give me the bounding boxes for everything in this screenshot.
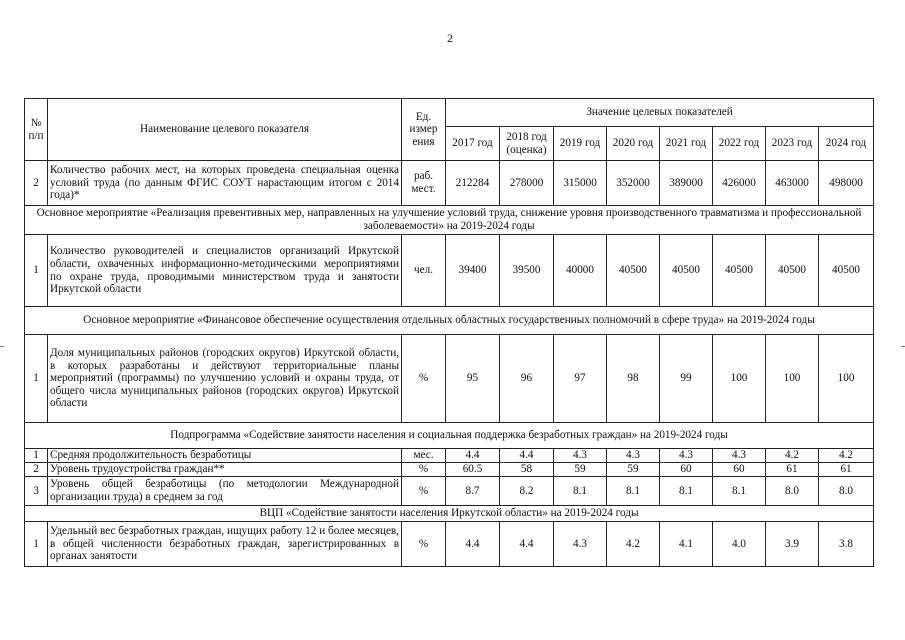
- header-year: 2021 год: [660, 127, 713, 161]
- row-value: 4.3: [607, 449, 660, 463]
- header-year: 2024 год: [819, 127, 874, 161]
- scan-edge-mark: [0, 346, 4, 347]
- row-value: 97: [554, 335, 607, 423]
- row-value: 3.9: [766, 522, 819, 567]
- row-value: 60: [660, 463, 713, 477]
- header-year: 2018 год (оценка): [500, 127, 554, 161]
- row-value: 278000: [500, 161, 554, 206]
- row-value: 8.0: [819, 477, 874, 506]
- row-value: 4.3: [660, 449, 713, 463]
- row-value: 40000: [554, 235, 607, 307]
- header-unit: Ед. измер ения: [402, 99, 446, 161]
- row-value: 59: [607, 463, 660, 477]
- table-row: [25, 463, 874, 477]
- row-no: 2: [25, 161, 48, 206]
- row-value: 8.1: [607, 477, 660, 506]
- row-value: 8.2: [500, 477, 554, 506]
- row-value: 352000: [607, 161, 660, 206]
- row-name: Удельный вес безработных граждан, ищущих работу 12 и более месяцев, в общей численности безработных граждан, зарегистрированных в органах занятости: [48, 522, 402, 567]
- header-year: 2022 год: [713, 127, 766, 161]
- row-unit: %: [402, 463, 446, 477]
- table-row: [25, 161, 874, 206]
- header-year: 2017 год: [446, 127, 500, 161]
- row-value: 4.4: [446, 449, 500, 463]
- row-no: 1: [25, 335, 48, 423]
- row-unit: чел.: [402, 235, 446, 307]
- table-header-row: [25, 99, 874, 127]
- row-value: 39500: [500, 235, 554, 307]
- row-no: 1: [25, 449, 48, 463]
- header-name: Наименование целевого показателя: [48, 99, 402, 161]
- row-value: 40500: [819, 235, 874, 307]
- section-title: Основное мероприятие «Финансовое обеспечение осуществления отдельных областных государственных полномочий в сфере труда» на 2019-2024 годы: [25, 307, 874, 335]
- row-name: Доля муниципальных районов (городских округов) Иркутской области, в которых разработаны и действуют территориальные планы мероприятий (программы) по улучшению условий и охраны труда, от общего числа муниципальных районов (городских округов) Иркутской области: [48, 335, 402, 423]
- row-name: Средняя продолжительность безработицы: [48, 449, 402, 463]
- row-value: 4.4: [446, 522, 500, 567]
- row-unit: %: [402, 477, 446, 506]
- row-value: 40500: [713, 235, 766, 307]
- row-value: 40500: [607, 235, 660, 307]
- row-value: 4.4: [500, 522, 554, 567]
- row-value: 39400: [446, 235, 500, 307]
- row-value: 100: [713, 335, 766, 423]
- row-name: Количество руководителей и специалистов организаций Иркутской области, охваченных информационно-методическими мероприятиями по охране труда, проводимыми министерством труда и занятости Иркутской области: [48, 235, 402, 307]
- row-value: 8.7: [446, 477, 500, 506]
- section-title: Основное мероприятие «Реализация превентивных мер, направленных на улучшение условий труда, снижение уровня производственного травматизма и профессиональной заболеваемости» на 2019-2024 годы: [25, 206, 874, 235]
- row-name: Уровень общей безработицы (по методологии Международной организации труда) в среднем за год: [48, 477, 402, 506]
- row-value: 4.4: [500, 449, 554, 463]
- section-row: [25, 206, 874, 235]
- row-value: 59: [554, 463, 607, 477]
- row-value: 60.5: [446, 463, 500, 477]
- row-value: 60: [713, 463, 766, 477]
- row-value: 61: [766, 463, 819, 477]
- header-values-title: Значение целевых показателей: [446, 99, 874, 127]
- row-value: 4.2: [607, 522, 660, 567]
- row-value: 4.3: [554, 522, 607, 567]
- row-no: 2: [25, 463, 48, 477]
- row-value: 4.1: [660, 522, 713, 567]
- row-value: 4.3: [554, 449, 607, 463]
- row-value: 8.1: [660, 477, 713, 506]
- table-row: [25, 235, 874, 307]
- page-number: 2: [447, 31, 453, 45]
- table-row: [25, 522, 874, 567]
- row-unit: %: [402, 335, 446, 423]
- section-row: [25, 307, 874, 335]
- row-value: 3.8: [819, 522, 874, 567]
- table-row: [25, 477, 874, 506]
- row-value: 40500: [766, 235, 819, 307]
- row-value: 100: [819, 335, 874, 423]
- row-value: 8.1: [554, 477, 607, 506]
- row-value: 389000: [660, 161, 713, 206]
- row-value: 61: [819, 463, 874, 477]
- row-value: 463000: [766, 161, 819, 206]
- row-value: 4.2: [819, 449, 874, 463]
- row-value: 100: [766, 335, 819, 423]
- scan-edge-mark: [901, 346, 905, 347]
- table-row: [25, 449, 874, 463]
- row-value: 8.0: [766, 477, 819, 506]
- row-value: 98: [607, 335, 660, 423]
- section-row: [25, 506, 874, 522]
- row-unit: мес.: [402, 449, 446, 463]
- row-no: 1: [25, 522, 48, 567]
- row-no: 1: [25, 235, 48, 307]
- row-unit: раб. мест.: [402, 161, 446, 206]
- row-name: Количество рабочих мест, на которых проведена специальная оценка условий труда (по данным ФГИС СОУТ нарастающим итогом с 2014 года)*: [48, 161, 402, 206]
- row-value: 95: [446, 335, 500, 423]
- row-value: 4.0: [713, 522, 766, 567]
- header-year: 2020 год: [607, 127, 660, 161]
- row-unit: %: [402, 522, 446, 567]
- row-value: 426000: [713, 161, 766, 206]
- row-name: Уровень трудоустройства граждан**: [48, 463, 402, 477]
- header-year: 2023 год: [766, 127, 819, 161]
- section-row: [25, 423, 874, 449]
- row-value: 8.1: [713, 477, 766, 506]
- row-value: 40500: [660, 235, 713, 307]
- row-value: 4.2: [766, 449, 819, 463]
- row-no: 3: [25, 477, 48, 506]
- row-value: 212284: [446, 161, 500, 206]
- row-value: 58: [500, 463, 554, 477]
- row-value: 96: [500, 335, 554, 423]
- section-title: Подпрограмма «Содействие занятости населения и социальная поддержка безработных граждан» на 2019-2024 годы: [25, 423, 874, 449]
- table-row: [25, 335, 874, 423]
- row-value: 498000: [819, 161, 874, 206]
- row-value: 99: [660, 335, 713, 423]
- section-title: ВЦП «Содействие занятости населения Иркутской области» на 2019-2024 годы: [25, 506, 874, 522]
- header-year: 2019 год: [554, 127, 607, 161]
- row-value: 315000: [554, 161, 607, 206]
- target-indicators-table: [24, 98, 874, 567]
- row-value: 4.3: [713, 449, 766, 463]
- header-no: № п/п: [25, 99, 48, 161]
